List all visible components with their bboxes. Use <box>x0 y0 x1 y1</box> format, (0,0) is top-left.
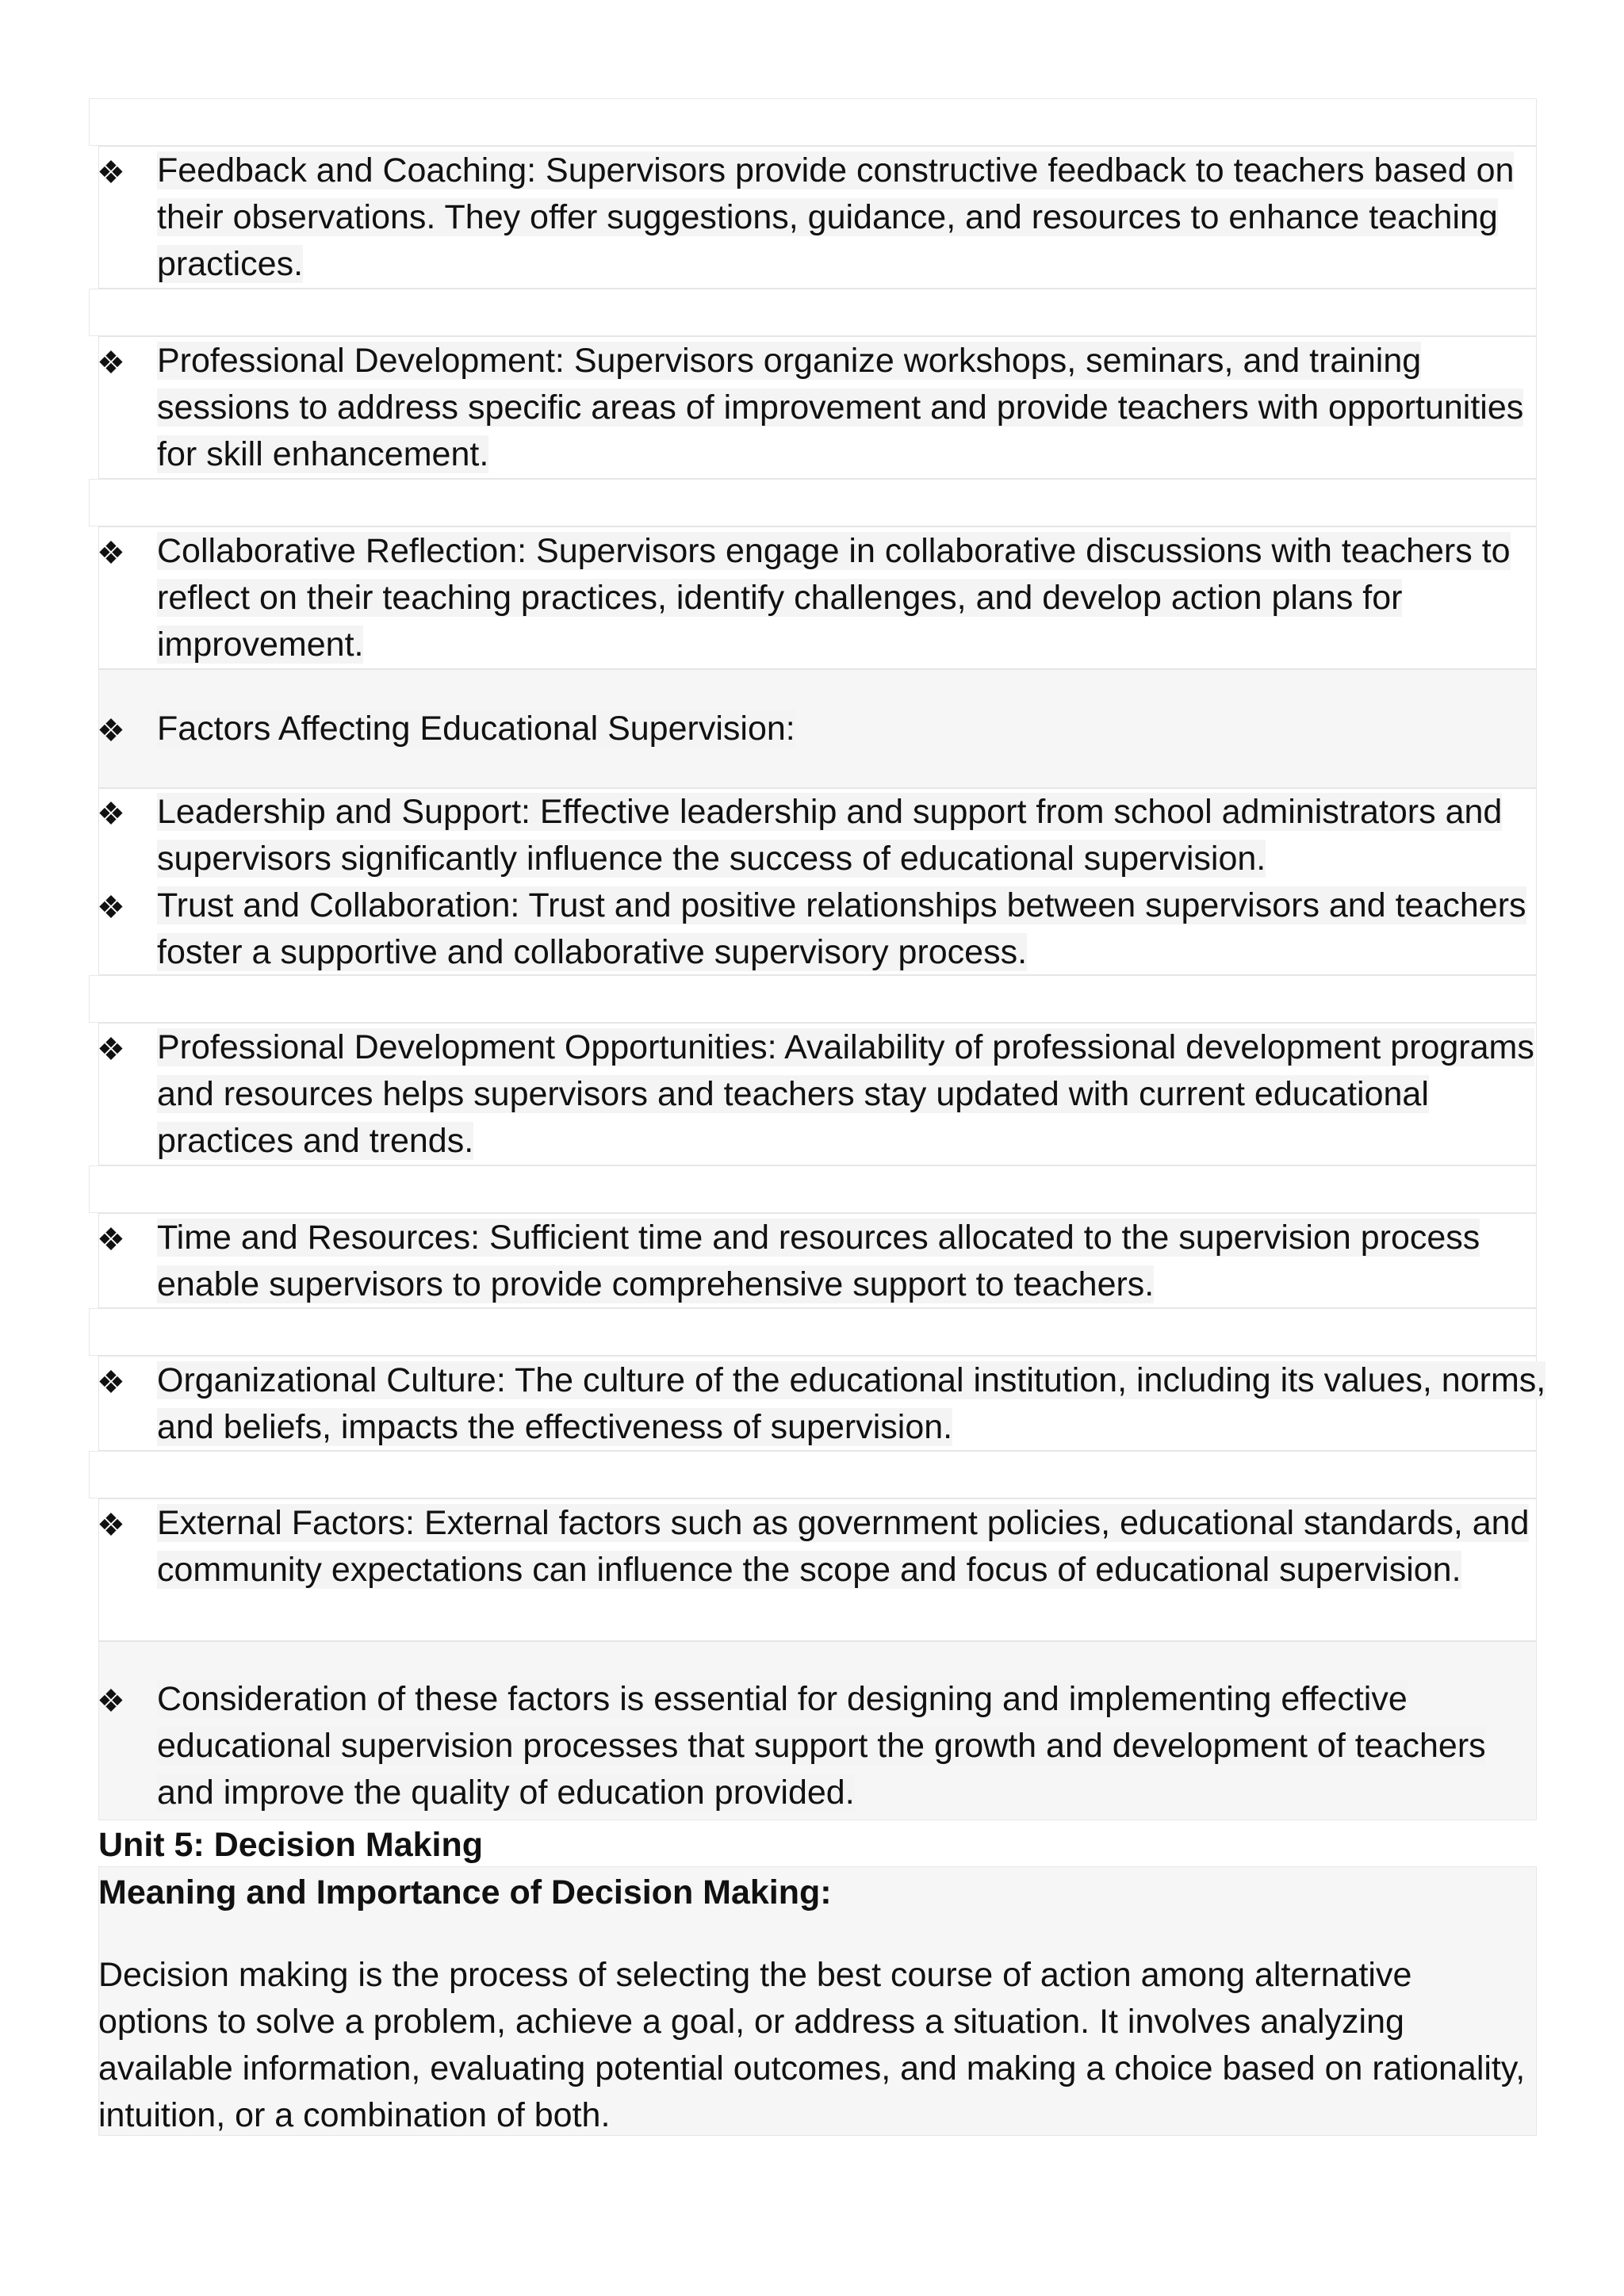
bullet-text: External Factors: External factors such as government policies, educational standards, and community expectations can influence the scope and focus of educational supervision. <box>157 1504 1530 1589</box>
bullet-text: Professional Development: Supervisors organize workshops, seminars, and training sessions to address specific areas of improvement and provide teachers with opportunities for skill enhancement. <box>157 342 1524 473</box>
bullet-text: Feedback and Coaching: Supervisors provide constructive feedback to teachers based on their observations. They offer suggestions, guidance, and resources to enhance teaching practices. <box>157 151 1515 283</box>
bullet-diamond-icon: ❖ <box>97 155 125 190</box>
spacer-band <box>89 1308 1537 1356</box>
bullet-diamond-icon: ❖ <box>97 1684 125 1719</box>
section-heading: Meaning and Importance of Decision Making: <box>98 1873 832 1911</box>
bullet-item <box>97 528 1548 668</box>
bullet-text: Collaborative Reflection: Supervisors engage in collaborative discussions with teachers to reflect on their teaching practices, identify challenges, and develop action plans for improvement. <box>157 532 1511 664</box>
bullet-diamond-icon: ❖ <box>97 1032 125 1067</box>
bullet-diamond-icon: ❖ <box>97 890 125 925</box>
bullet-diamond-icon: ❖ <box>97 536 125 571</box>
spacer-band <box>89 289 1537 336</box>
bullet-diamond-icon: ❖ <box>97 346 125 381</box>
bullet-item <box>97 1215 1548 1308</box>
bullet-text: Time and Resources: Sufficient time and resources allocated to the supervision process enable supervisors to provide comprehensive support to teachers. <box>157 1219 1480 1303</box>
bullet-item <box>97 789 1548 882</box>
bullet-diamond-icon: ❖ <box>97 714 125 748</box>
bullet-text: Factors Affecting Educational Supervision: <box>157 710 795 748</box>
bullet-item <box>97 1024 1548 1165</box>
bullet-diamond-icon: ❖ <box>97 1508 125 1543</box>
body-paragraph: Decision making is the process of selecting the best course of action among alternative options to solve a problem, achieve a goal, or address a situation. It involves analyzing available information, evaluating potential outcomes, and making a choice based on rationality, intuition, or a combination of both. <box>98 1956 1526 2134</box>
bullet-item <box>97 147 1548 288</box>
spacer-band <box>89 98 1537 146</box>
bullet-diamond-icon: ❖ <box>97 1365 125 1400</box>
bullet-item <box>97 1676 1548 1816</box>
bullet-item <box>97 706 1548 752</box>
bullet-text: Consideration of these factors is essential for designing and implementing effective educational supervision processes that support the growth and development of teachers and improve the quality of education provided. <box>157 1680 1486 1812</box>
bullet-text: Trust and Collaboration: Trust and positive relationships between supervisors and teachers foster a supportive and collaborative supervisory process. <box>157 886 1526 971</box>
bullet-diamond-icon: ❖ <box>97 797 125 832</box>
bullet-text: Organizational Culture: The culture of the educational institution, including its values, norms, and beliefs, impacts the effectiveness of supervision. <box>157 1361 1546 1446</box>
spacer-band <box>89 1451 1537 1498</box>
bullet-item <box>97 1357 1548 1451</box>
spacer-band <box>89 975 1537 1023</box>
bullet-diamond-icon: ❖ <box>97 1223 125 1257</box>
bullet-item <box>97 338 1548 478</box>
spacer-band <box>89 1165 1537 1213</box>
bullet-text: Professional Development Opportunities: Availability of professional development programs and resources helps supervisors and teachers stay updated with current educational practices and trends. <box>157 1028 1534 1160</box>
unit-heading: Unit 5: Decision Making <box>98 1826 484 1864</box>
bullet-text: Leadership and Support: Effective leadership and support from school administrators and supervisors significantly influence the success of educational supervision. <box>157 793 1503 878</box>
bullet-item <box>97 882 1548 976</box>
spacer-band <box>89 479 1537 526</box>
bullet-item <box>97 1500 1548 1594</box>
